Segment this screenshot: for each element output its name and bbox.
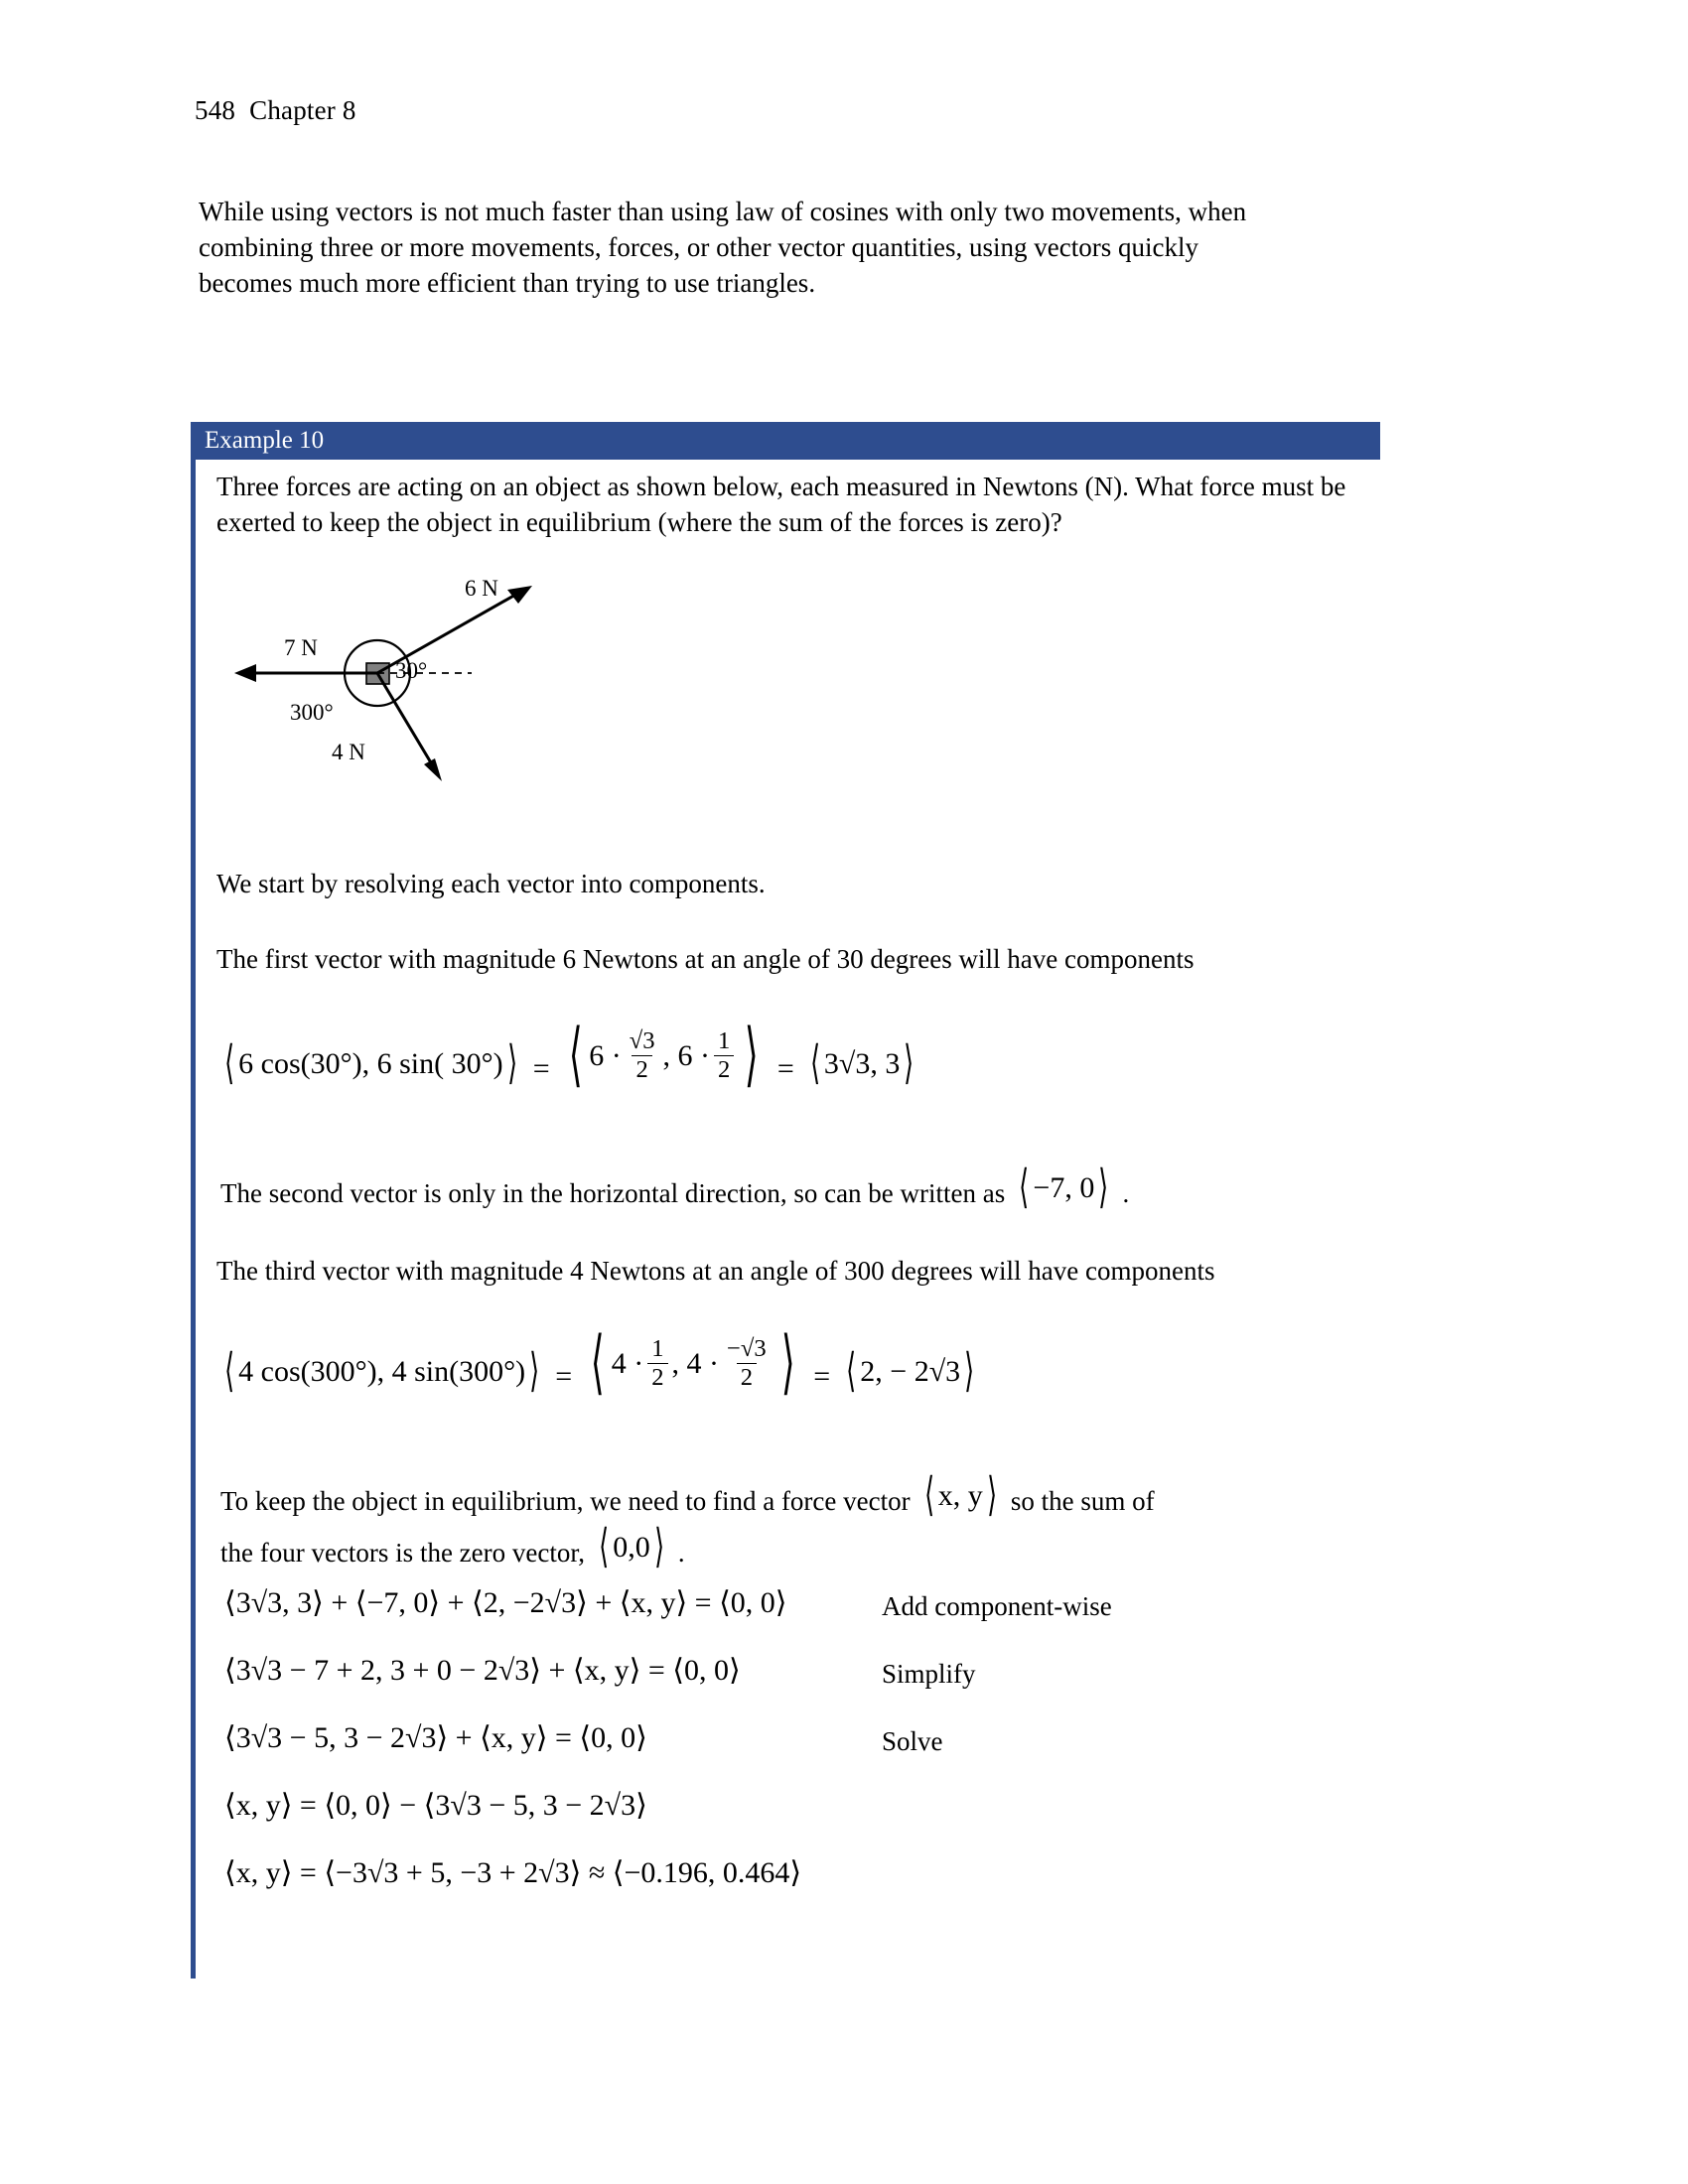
angle-bracket-close: ⟩ (986, 1470, 997, 1521)
angle-bracket-close: ⟩ (745, 1017, 759, 1095)
solution-step-3: ⟨3√3 − 5, 3 − 2√3⟩ + ⟨x, y⟩ = ⟨0, 0⟩ (224, 1721, 647, 1754)
angle-bracket-close: ⟩ (506, 1038, 517, 1090)
angle-bracket-open: ⟨ (923, 1470, 934, 1521)
angle-bracket-close: ⟩ (780, 1324, 795, 1403)
page-number: 548 (195, 95, 236, 125)
label-angle-30: 30° (395, 658, 428, 683)
example-prompt: Three forces are acting on an object as shown below, each measured in Newtons (N). What force must be exerted to keep the object in equilibrium (where the sum of the forces is zero)? (216, 472, 1346, 538)
solution-step-1: ⟨3√3, 3⟩ + ⟨−7, 0⟩ + ⟨2, −2√3⟩ + ⟨x, y⟩ = ⟨0, 0⟩ (224, 1586, 787, 1619)
page-header (195, 95, 356, 126)
solution-annotation-1: Add component-wise (882, 1591, 1112, 1621)
label-6n: 6 N (465, 576, 498, 601)
example-side-rule (191, 460, 196, 1979)
fraction-neg-sqrt3-over-2: $\frac{-√3}{2}$ (727, 1335, 767, 1391)
angle-bracket-open: ⟨ (846, 1346, 857, 1398)
equation-third-vector (220, 1324, 978, 1403)
angle-bracket-close: ⟩ (964, 1346, 975, 1398)
angle-bracket-open: ⟨ (224, 1346, 235, 1398)
label-angle-300: 300° (290, 700, 334, 725)
line-equilibrium-1: To keep the object in equilibrium, we need to find a force vector ⟨ x, y ⟩ so the sum of (220, 1470, 1155, 1521)
angle-bracket-close: ⟩ (1098, 1162, 1109, 1213)
line-second-vector: The second vector is only in the horizontal direction, so can be written as ⟨ −7, 0 ⟩ . (220, 1162, 1130, 1213)
solution-annotation-3: Solve (882, 1726, 943, 1756)
second-vector-components: ⟨ −7, 0 ⟩ (1019, 1162, 1109, 1213)
eq2-equals-1: = (555, 1360, 573, 1394)
vector-7n-arrowhead (234, 664, 256, 682)
zero-vector: ⟨ 0,0 ⟩ (599, 1522, 664, 1572)
chapter-label: Chapter 8 (249, 95, 356, 125)
solution-step-5: ⟨x, y⟩ = ⟨−3√3 + 5, −3 + 2√3⟩ ≈ ⟨−0.196, 0.464⟩ (224, 1856, 802, 1889)
eq2-equals-2: = (813, 1360, 831, 1394)
solution-step-4: ⟨x, y⟩ = ⟨0, 0⟩ − ⟨3√3 − 5, 3 − 2√3⟩ (224, 1789, 647, 1822)
line-equilibrium-2: the four vectors is the zero vector, ⟨ 0,0 ⟩ . (220, 1522, 685, 1572)
solution-annotation-2: Simplify (882, 1659, 976, 1689)
intro-paragraph: While using vectors is not much faster than using law of cosines with only two movements, when combining three or more movements, forces, or other vector quantities, using vectors quickly becomes much more efficient than trying to use triangles. (199, 197, 1247, 299)
eq2-rhs: ⟨ 2 , − 2√3 ⟩ (846, 1346, 975, 1398)
label-4n: 4 N (332, 740, 365, 764)
eq1-mid: ⟨ 6 · $\frac{√3}{2}$ , 6 · $\frac{1}{2}$ ⟩ (568, 1017, 759, 1095)
fraction-1-over-2: $\frac{1}{2}$ (714, 1027, 734, 1084)
angle-bracket-close: ⟩ (904, 1038, 914, 1090)
vector-4n-arrowhead (424, 758, 442, 781)
force-vector-xy: ⟨ x, y ⟩ (923, 1470, 997, 1521)
eq2-mid: ⟨ 4 · $\frac{1}{2}$ , 4 · $\frac{-√3}{2}$ ⟩ (591, 1324, 795, 1403)
line-resolve: We start by resolving each vector into components. (216, 869, 766, 898)
angle-bracket-open: ⟨ (591, 1324, 605, 1403)
angle-bracket-close: ⟩ (653, 1522, 664, 1572)
line-first-vector: The first vector with magnitude 6 Newtons at an angle of 30 degrees will have components (216, 944, 1195, 974)
fraction-sqrt3-over-2: $\frac{√3}{2}$ (629, 1027, 655, 1083)
line-third-vector: The third vector with magnitude 4 Newtons at an angle of 300 degrees will have components (216, 1256, 1215, 1286)
angle-bracket-open: ⟨ (1019, 1162, 1030, 1213)
angle-bracket-open: ⟨ (599, 1522, 610, 1572)
angle-bracket-open: ⟨ (568, 1017, 583, 1095)
angle-bracket-close: ⟩ (529, 1346, 540, 1398)
angle-bracket-open: ⟨ (224, 1038, 235, 1090)
eq1-equals-1: = (532, 1052, 550, 1086)
angle-bracket-open: ⟨ (809, 1038, 820, 1090)
vector-6n-arrowhead (507, 586, 532, 604)
fraction-1-over-2: $\frac{1}{2}$ (647, 1335, 667, 1392)
force-diagram (228, 576, 745, 814)
eq1-rhs: ⟨ 3√3 , 3 ⟩ (809, 1038, 914, 1090)
eq2-lhs: ⟨ 4 cos(300°) , 4 sin(300°) ⟩ (224, 1346, 540, 1398)
example-title-bar: Example 10 (191, 422, 1380, 460)
eq1-lhs: ⟨ 6 cos(30°) , 6 sin( 30°) ⟩ (224, 1038, 517, 1090)
eq1-equals-2: = (776, 1052, 794, 1086)
label-7n: 7 N (284, 635, 318, 660)
equation-first-vector (220, 1017, 918, 1095)
solution-step-2: ⟨3√3 − 7 + 2, 3 + 0 − 2√3⟩ + ⟨x, y⟩ = ⟨0, 0⟩ (224, 1654, 741, 1687)
